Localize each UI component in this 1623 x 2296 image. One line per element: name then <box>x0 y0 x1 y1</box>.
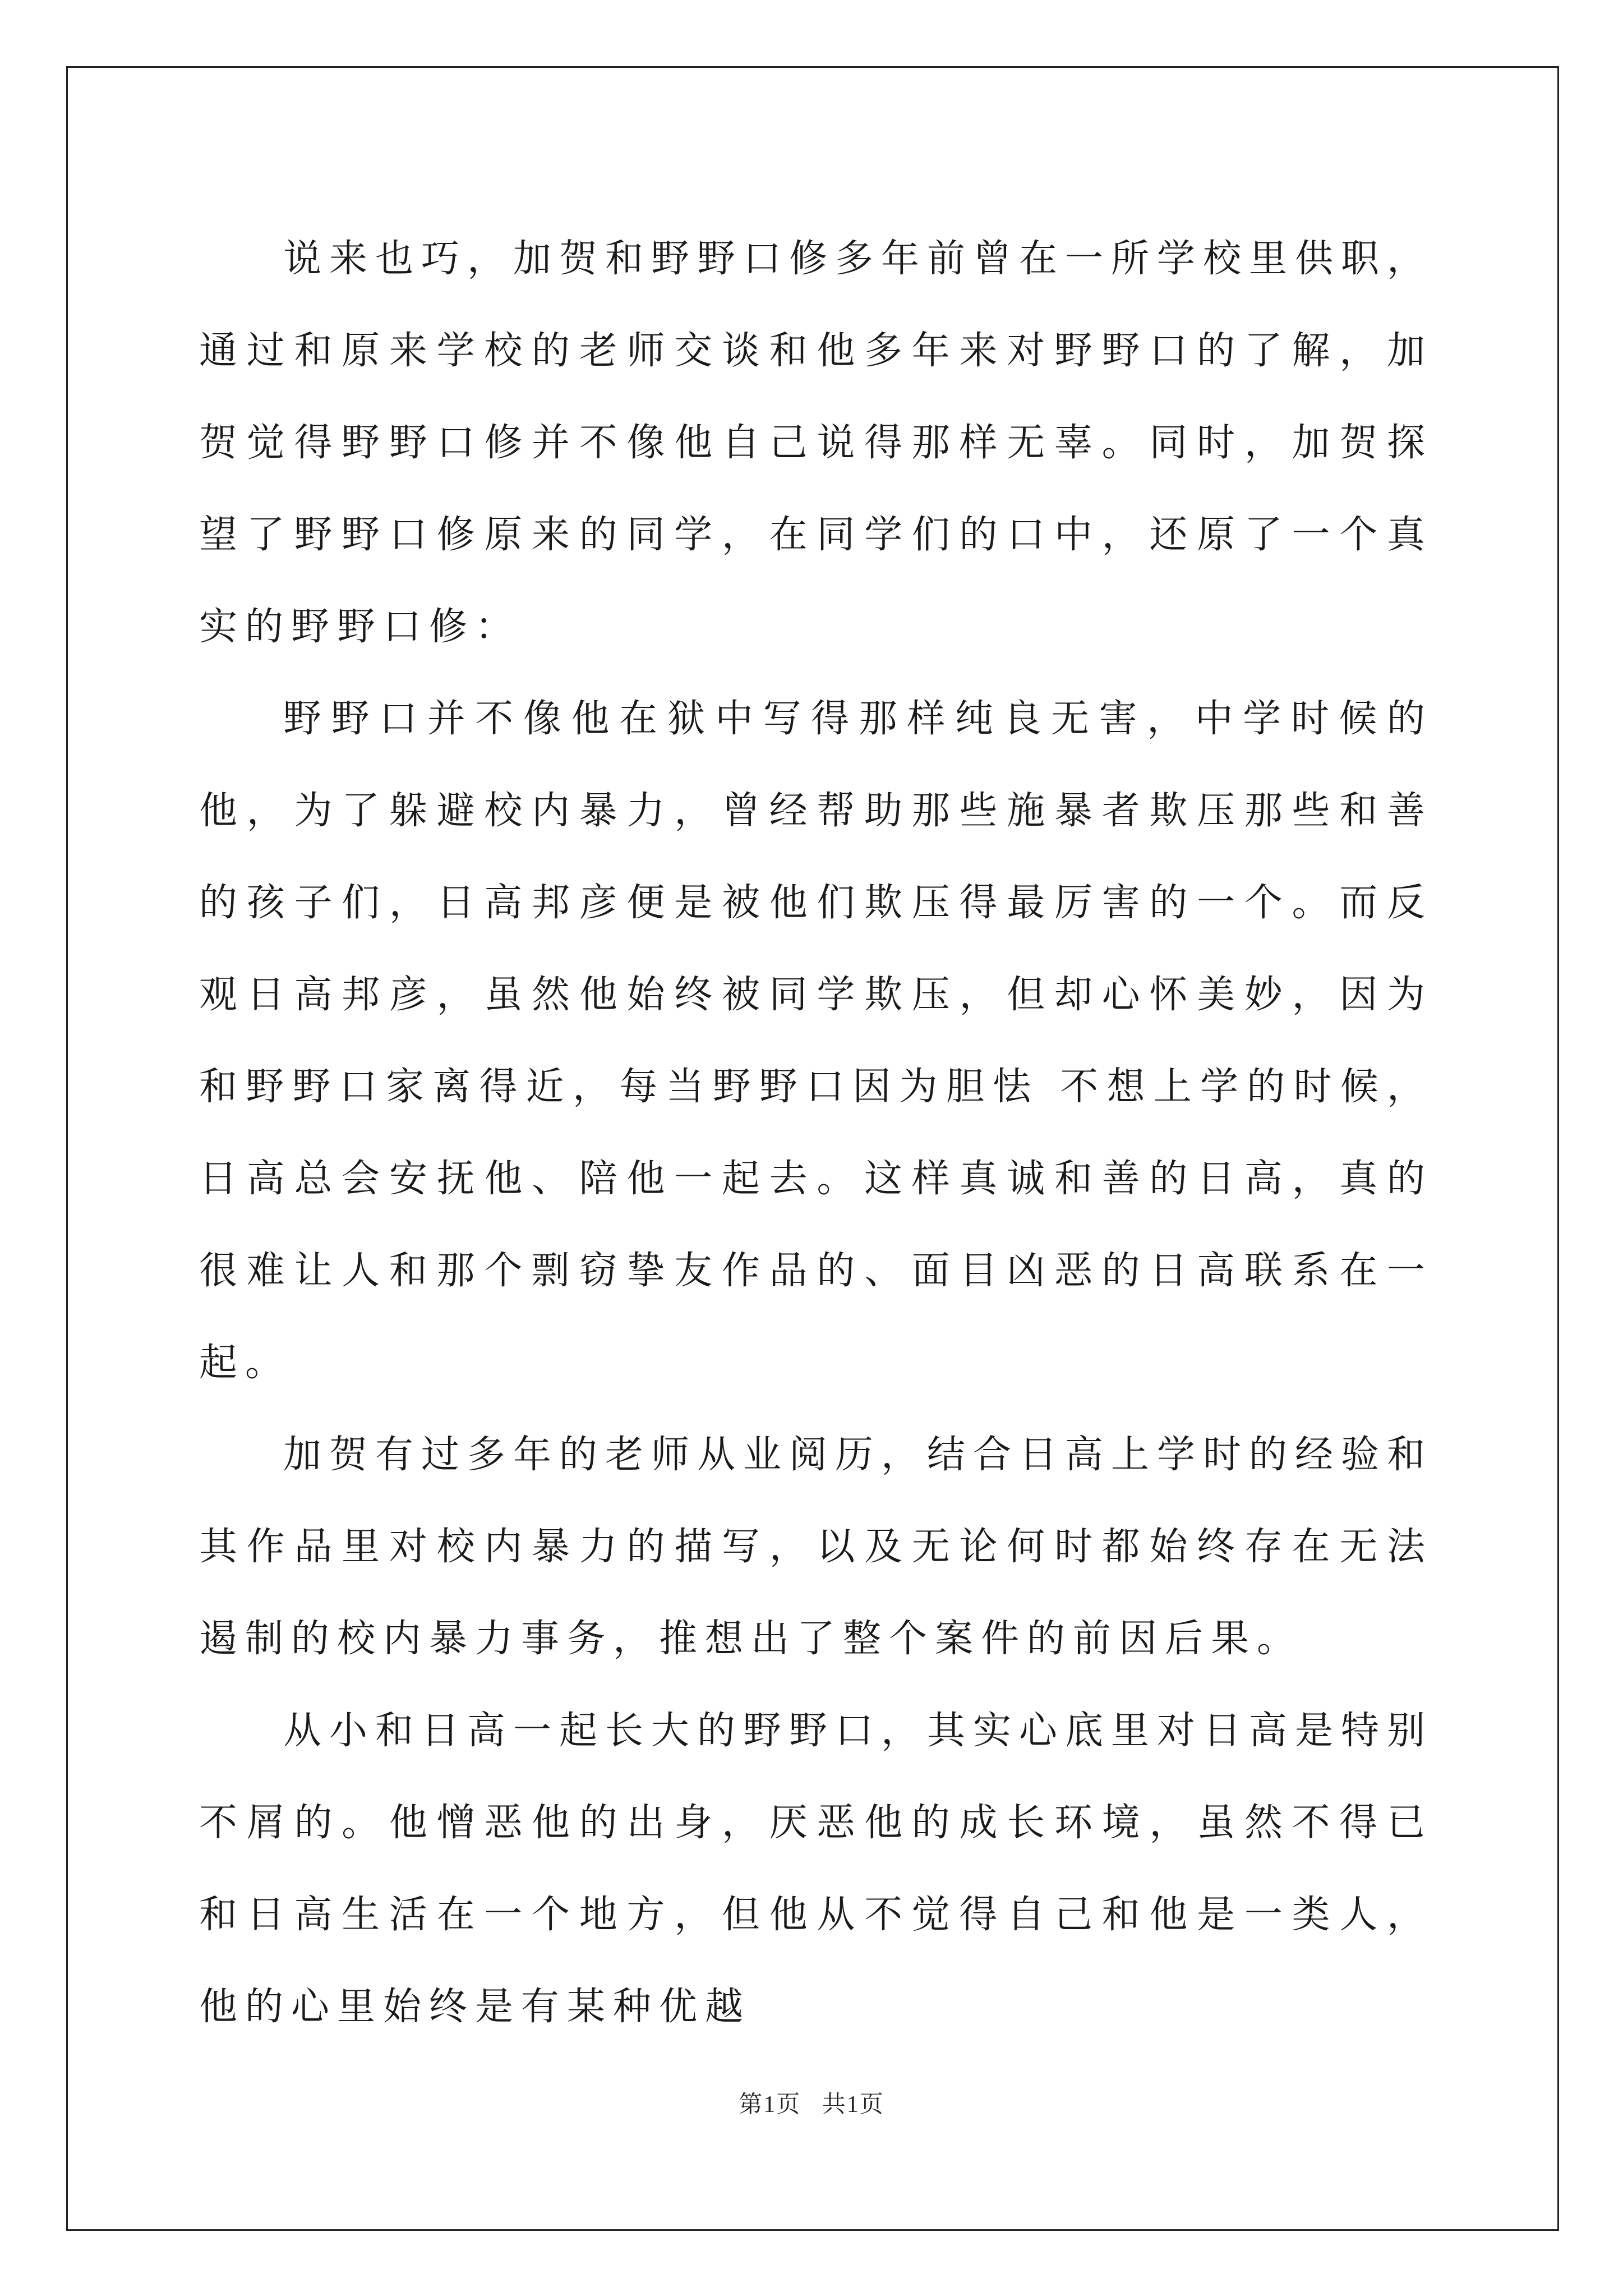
paragraph-1: 说来也巧，加贺和野野口修多年前曾在一所学校里供职，通过和原来学校的老师交谈和他多年来对野野口的了解，加贺觉得野野口修并不像他自己说得那样无辜。同时，加贺探望了野野口修原来的同学，在同学们的口中，还原了一个真实的野野口修： <box>199 237 1433 649</box>
paragraph-3: 加贺有过多年的老师从业阅历，结合日高上学时的经验和其作品里对校内暴力的描写，以及无论何时都始终存在无法遏制的校内暴力事务，推想出了整个案件的前因后果。 <box>199 1433 1433 1661</box>
page-footer <box>0 2086 1623 2119</box>
page-total: 共1页 <box>822 2092 884 2118</box>
paragraph-2: 野野口并不像他在狱中写得那样纯良无害，中学时候的他，为了躲避校内暴力，曾经帮助那些施暴者欺压那些和善的孩子们，日高邦彦便是被他们欺压得最厉害的一个。而反观日高邦彦，虽然他始终被同学欺压，但却心怀美妙，因为和野野口家离得近，每当野野口因为胆怯 不想上学的时候，日高总会安抚他、陪他一起去。这样真诚和善的日高，真的很难让人和那个剽窃挚友作品的、面目凶恶的日高联系在一起。 <box>199 697 1433 1385</box>
document-body <box>199 213 1433 2053</box>
paragraph-4: 从小和日高一起长大的野野口，其实心底里对日高是特别不屑的。他憎恶他的出身，厌恶他的成长环境，虽然不得已和日高生活在一个地方，但他从不觉得自己和他是一类人，他的心里始终是有某种优越 <box>199 1709 1433 2029</box>
page-number: 第1页 <box>739 2092 801 2118</box>
footer-gap <box>801 2092 822 2118</box>
